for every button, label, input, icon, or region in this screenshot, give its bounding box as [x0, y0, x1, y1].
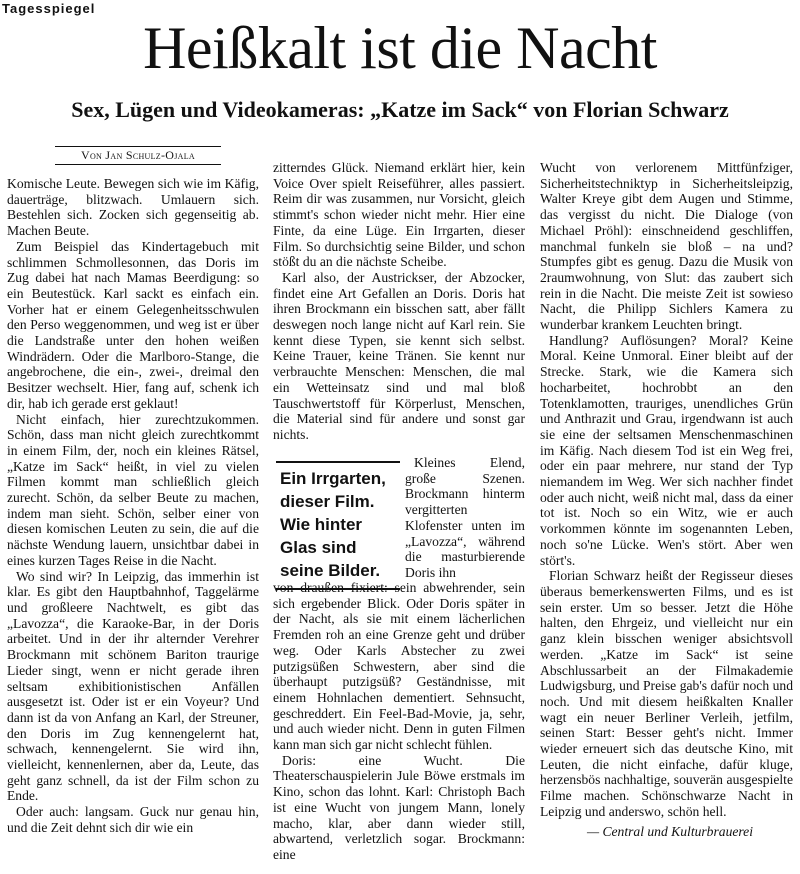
paragraph: Oder auch: langsam. Guck nur genau hin, und die Zeit dehnt sich dir wie ein: [7, 804, 259, 835]
paragraph: Zum Beispiel das Kindertagebuch mit schlimmen Schmollesonnen, das Doris im Zug dabei hat nach Mamas Beerdigung: so ein Beutestück. Karl sackt es einfach ein. Vorher hat er einem Gelegenheitsschwulen den Perso weggenommen, und weg ist er über die Landstraße unter den hohen weißen Windrädern. Oder die Marlboro-Stange, die angebrochene, die ein-, zwei-, dreimal den Besitzer wechselt. Hier, fang auf, schenk ich dir, hab ich gerade erst geklaut!: [7, 238, 259, 411]
paragraph: Doris: eine Wucht. Die Theaterschauspielerin Jule Böwe erstmals im Kino, schon das lohnt. Karl: Christoph Bach ist eine Wucht von jungem Mann, lonely macho, klar, aber dann wieder still, abwartend, verletzlich sogar. Brockmann: eine: [273, 752, 525, 862]
paragraph: Wucht von verlorenem Mittfünfziger, Sicherheitstechniktyp in Sicherheitsleipzig, Walter Kreye gibt dem Augen und Stimme, das vergisst du nicht. Die Dialoge (von Michael Pröhl): einschneidend geschliffen, manchmal funkeln sie bloß – na und? Stumpfes gibt es genug. Dazu die Musik von 2raumwohnung, von Slut: das zaubert sich rein in die Nacht. Die meiste Zeit ist sowieso Nacht, die Philipp Sichlers Kamera zu wunderbar krankem Leuchten bringt.: [540, 160, 793, 333]
column-1: [7, 176, 259, 836]
paragraph: Nicht einfach, hier zurechtzukommen. Schön, dass man nicht gleich zurechtkommt in einem Film, der, noch ein kleines Rätsel, „Katze im Sack“ heißt, in viel zu vielen Filmen kommt man schließlich gleich zurecht. Schön, da selber Beute zu machen, indem man sieht. Schön, selber einer von diesen komischen Leuten zu sein, die auf die nächste Wendung lauern, unsichtbar dabei in eines kurzen Tages Reise in die Nacht.: [7, 411, 259, 568]
paragraph: Wo sind wir? In Leipzig, das immerhin ist klar. Es gibt den Hauptbahnhof, Taggelärme und großleere Nachtwelt, es gibt das „Lavozza“, die Karaoke-Bar, in der Doris arbeitet. Und in der ihr alternder Verehrer Brockmann mit schönem Bariton traurige Lieder singt, wenn er nicht gerade ihren seltsam exhibitionistischen Anfällen ausgesetzt ist. Oder ist er ein Voyeur? Und dann ist da von Anfang an Karl, der Streuner, den Doris im Zug kennengelernt hat, schwach, kennengelernt. Sie wird ihn, vielleicht, kennenlernen, aber da, Leute, das geht ganz schnell, da ist der Film schon zu Ende.: [7, 568, 259, 804]
newspaper-source: Tagesspiegel: [2, 1, 96, 16]
headline: Heißkalt ist die Nacht: [143, 15, 657, 81]
column-2-beside-quote: [405, 455, 525, 581]
paragraph: zitterndes Glück. Niemand erklärt hier, kein Voice Over spielt Reiseführer, alles passiert. Reim dir was zusammen, nur Vorsicht, gleich stimmt's schon wieder nicht mehr. Hier eine Finte, da eine Lüge. Ein Irrgarten, dieser Film. So durchsichtig seine Bilder, und schon stößt du an die nächste Scheibe.: [273, 160, 525, 270]
venue-credit: — Central und Kulturbrauerei: [586, 823, 753, 839]
column-2-bottom: [273, 580, 525, 863]
paragraph: Handlung? Auflösungen? Moral? Keine Moral. Keine Unmoral. Einer bleibt auf der Strecke. Stark, wie die Kamera sich hocharbeitet, hochrobbt an den Totenklamotten, trauriges, unendliches Grün und Anthrazit und Grau, irgendwann ist auch sie eine der seltsamen Menschenmaschinen im Käfig. Nach diesem Tod ist ein Weg frei, oder ein paar mehrere, nur stand der Typ niemandem im Weg. Wer sich nachher findet oder auch nicht, weiß nicht mal, dass da einer tot ist. Noch so ein Witz, wie er auch vorkommen könnte im sogenannten Leben, noch so'ne Lücke. Wen's stört. Aber wen stört's.: [540, 332, 793, 568]
subheadline: Sex, Lügen und Videokameras: „Katze im Sack“ von Florian Schwarz: [71, 97, 729, 122]
paragraph: von draußen fixiert: sein abwehrender, sein sich ergebender Blick. Oder Doris später in der Nacht, als sie mit einem lächerlichen Fremden roh an eine Grenze geht und drüber weg. Oder Karls Abstecher zu zwei putzigsüßen Schwestern, aber sind die überhaupt putzigsüß? Geständnisse, mit einem Hohnlachen dementiert. Sehnsucht, geschreddert. Ein Feel-Bad-Movie, ja, sehr, und auch wieder nicht. Denn in guten Filmen kann man sich gar nicht schlecht fühlen.: [273, 580, 525, 753]
paragraph: Kleines Elend, große Szenen. Brockmann hinterm vergitterten Klofenster unten im „Lavozza“, während die masturbierende Doris ihn: [405, 455, 525, 580]
paragraph: Karl also, der Austrickser, der Abzocker, findet eine Art Gefallen an Doris. Doris hat ihren Brockmann ein bisschen satt, aber fällt deswegen noch lange nicht auf Karl rein. Sie kennt diese Typen, sie kennt sich selbst. Keine Trauer, keine Tränen. Sie kennt nur verbrauchte Menschen: Menschen, die mal ein Wetteinsatz sind und mal bloß Tauschwertstoff für Körperlust, Menschen, die Material sind für andere und sonst gar nichts.: [273, 269, 525, 442]
byline: Von Jan Schulz-Ojala: [55, 146, 221, 165]
paragraph: Florian Schwarz heißt der Regisseur dieses überaus bemerkenswerten Films, und es ist sein erster. Um so besser. Jetzt die Höhe halten, den Ehrgeiz, und vielleicht nur ein ganz klein bisschen weniger absichtsvoll werden. „Katze im Sack“ ist seine Abschlussarbeit an der Filmakademie Ludwigsburg, und Preise gab's dafür noch und noch. Und mit diesem heißkalten Knaller wagt ein neuer Berliner Verleih, jetfilm, seinen Start: Besser geht's nicht. Immer wieder erneuert sich das deutsche Kino, mit Leuten, die nicht einfache, dafür kluge, herzensbös nachhaltige, souverän ausgespielte Filme machen. Schönschwarze Nacht in Leipzig und anderswo, schön hell.: [540, 568, 793, 819]
pull-quote: Ein Irrgarten, dieser Film. Wie hinter Glas sind seine Bilder.: [276, 461, 400, 590]
column-2: [273, 160, 525, 443]
paragraph: Komische Leute. Bewegen sich wie im Käfig, dauerträge, blitzwach. Umlauern sich. Bestehlen sich. Zocken sich gegenseitig ab. Machen Beute.: [7, 176, 259, 239]
column-3: [540, 160, 793, 839]
